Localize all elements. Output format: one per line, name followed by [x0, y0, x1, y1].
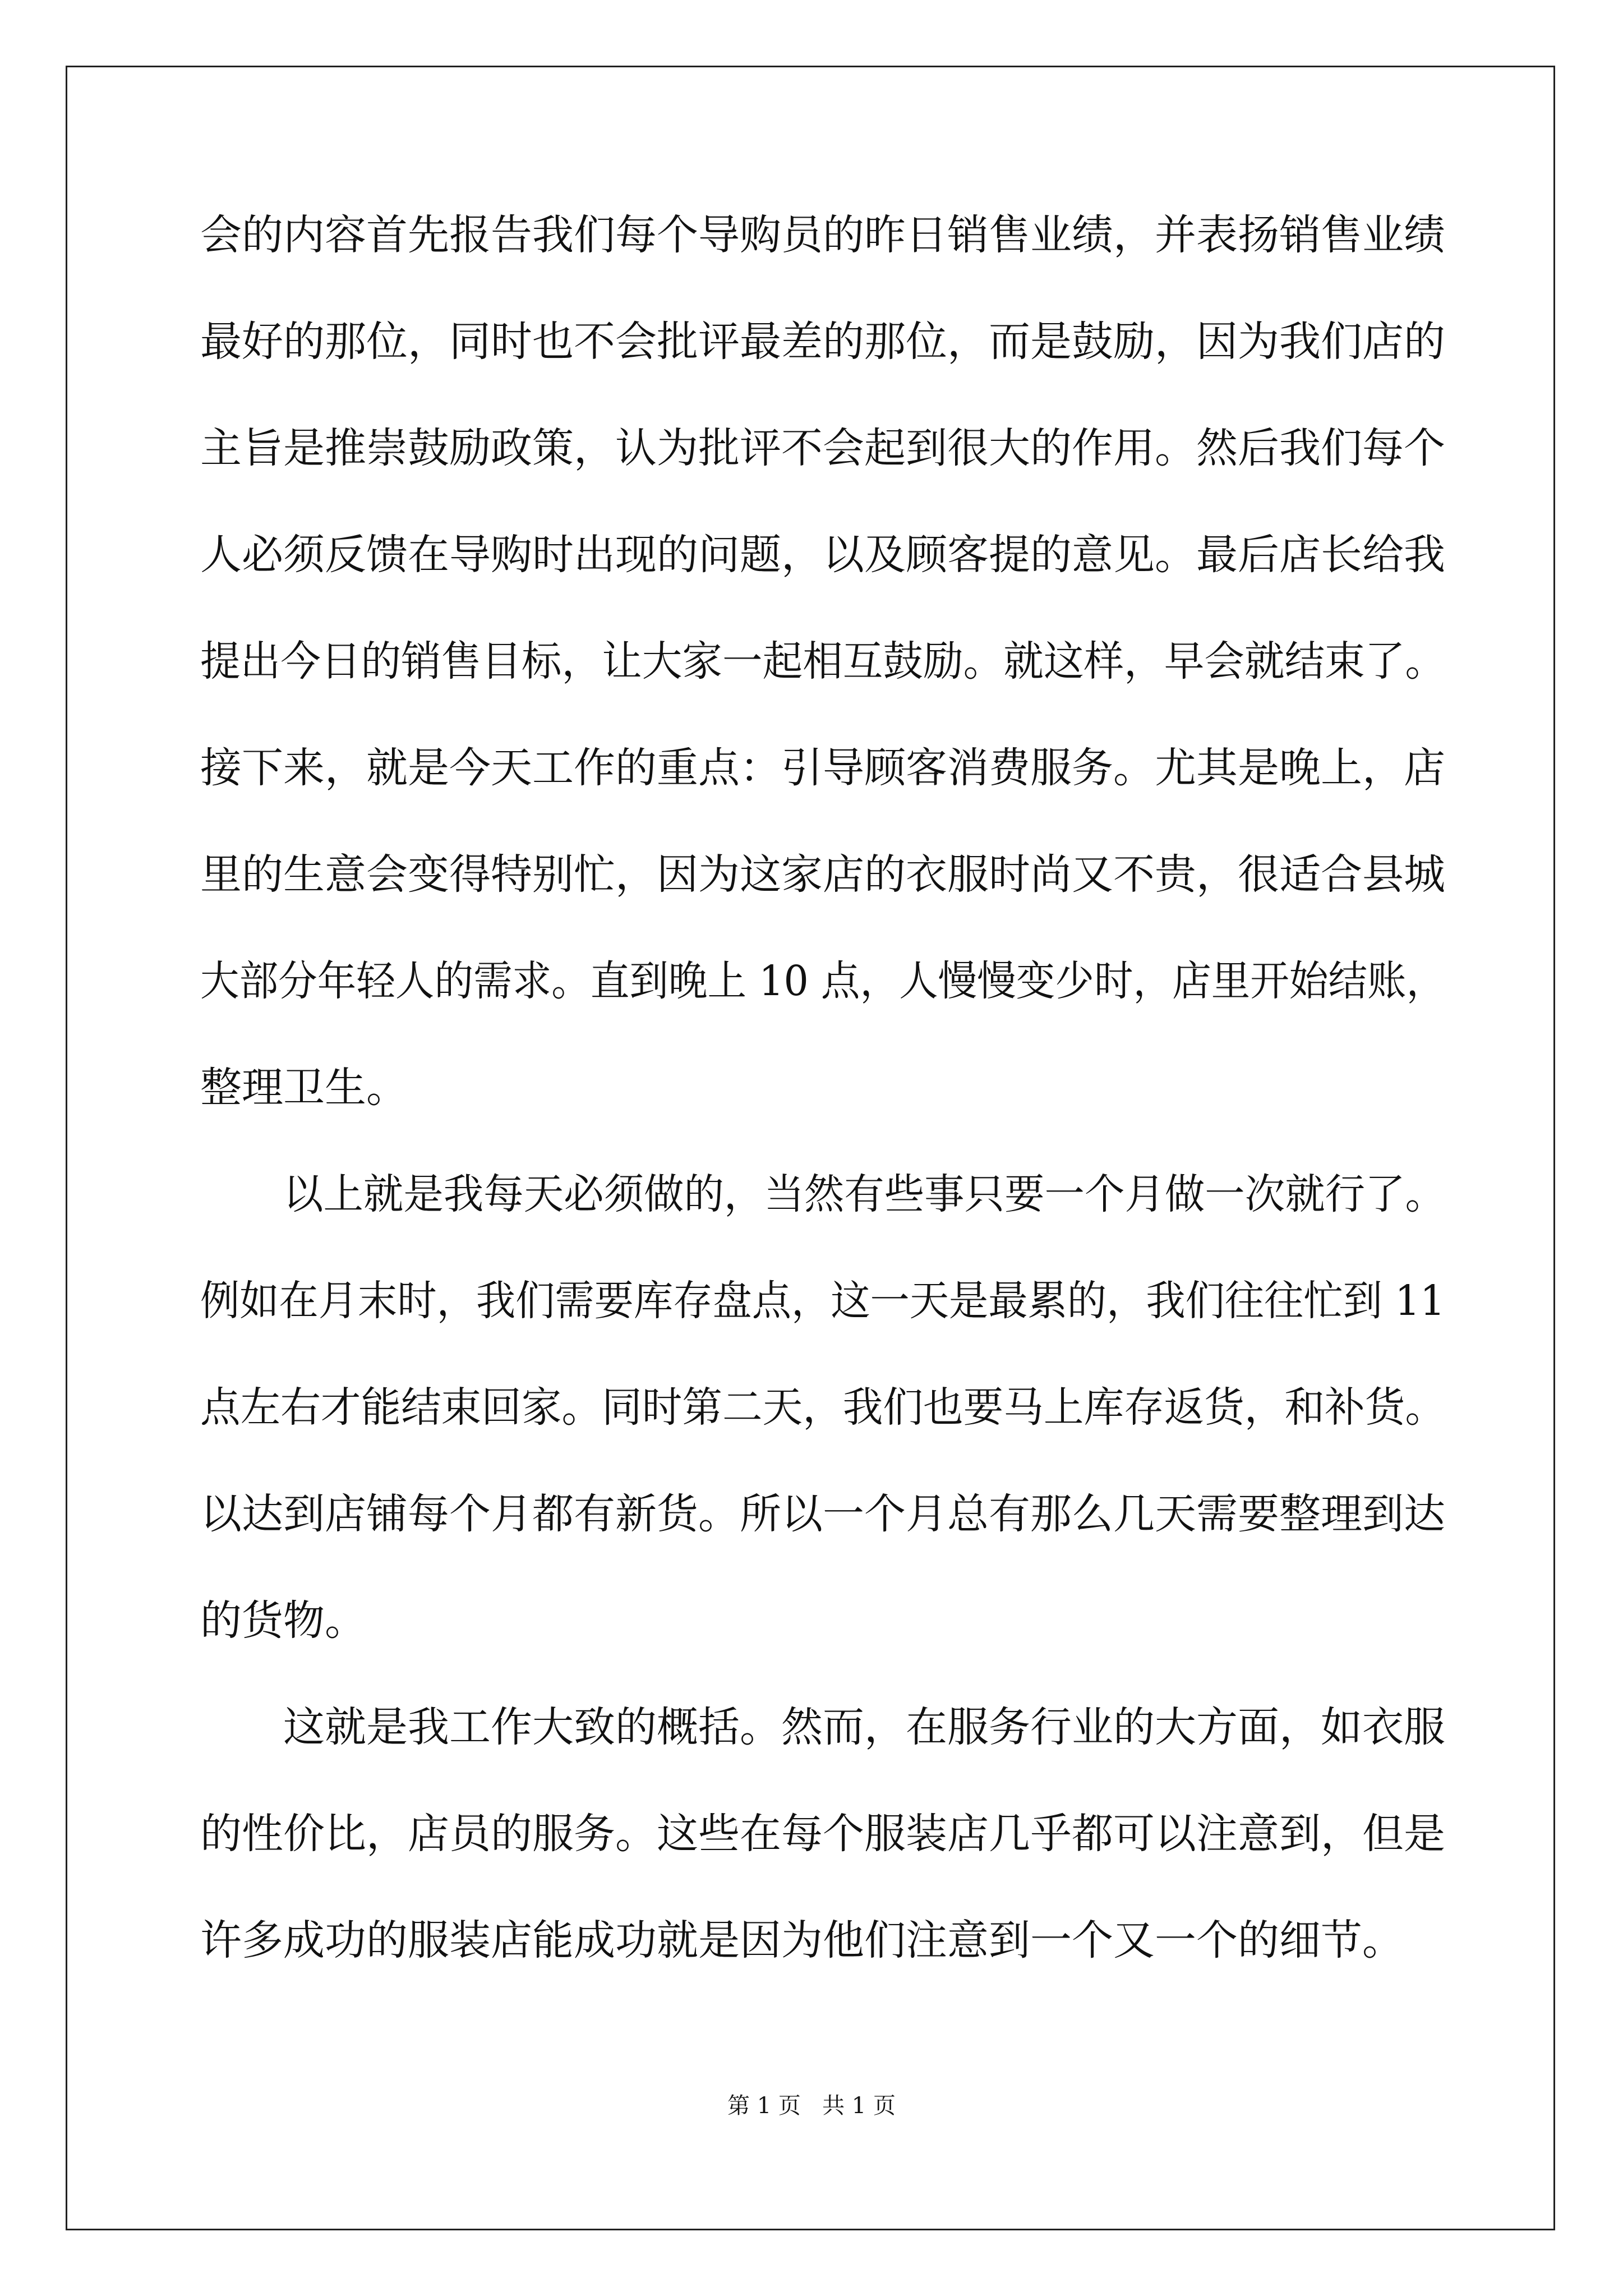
text-line	[200, 211, 1445, 321]
text-line	[200, 531, 1445, 641]
text-line	[200, 850, 1445, 960]
paragraph-first-line	[200, 1170, 1445, 1280]
line-text: 例如在月末时，我们需要库存盘点，这一天是最累的，我们往往忙到 11	[200, 1277, 1445, 1325]
text-line	[200, 318, 1445, 427]
text-line	[200, 1916, 1445, 2026]
line-text: 里的生意会变得特别忙，因为这家店的衣服时尚又不贵，很适合县城	[200, 850, 1445, 899]
line-text: 人必须反馈在导购时出现的问题，以及顾客提的意见。最后店长给我	[200, 531, 1445, 579]
line-text: 以达到店铺每个月都有新货。所以一个月总有那么几天需要整理到达	[200, 1490, 1445, 1538]
text-line	[200, 957, 1446, 1067]
paragraph-first-line	[200, 1703, 1445, 1813]
line-text: 最好的那位，同时也不会批评最差的那位，而是鼓励，因为我们店的	[200, 318, 1445, 366]
line-text: 会的内容首先报告我们每个导购员的昨日销售业绩，并表扬销售业绩	[200, 211, 1445, 259]
text-line	[200, 744, 1445, 854]
text-line	[200, 1383, 1445, 1493]
line-text: 许多成功的服装店能成功就是因为他们注意到一个又一个的细节。	[200, 1916, 1404, 1964]
line-text: 点左右才能结束回家。同时第二天，我们也要马上库存返货，和补货。	[200, 1383, 1445, 1432]
line-text: 以上就是我每天必须做的，当然有些事只要一个月做一次就行了。	[283, 1170, 1445, 1218]
text-line	[200, 1810, 1445, 1920]
page-number-footer: 第 1 页 共 1 页	[727, 2093, 896, 2119]
document-body	[200, 211, 1446, 2026]
text-line	[200, 1490, 1445, 1600]
text-line	[200, 1596, 1445, 1706]
line-text: 接下来，就是今天工作的重点：引导顾客消费服务。尤其是晚上，店	[200, 744, 1445, 792]
line-text: 大部分年轻人的需求。直到晚上 10 点，人慢慢变少时，店里开始结账，	[200, 957, 1446, 1005]
line-text: 的性价比，店员的服务。这些在每个服装店几乎都可以注意到，但是	[200, 1810, 1445, 1858]
line-text: 的货物。	[200, 1596, 366, 1645]
line-text: 整理卫生。	[200, 1064, 408, 1112]
text-line	[200, 1277, 1445, 1387]
line-text: 主旨是推崇鼓励政策，认为批评不会起到很大的作用。然后我们每个	[200, 424, 1445, 472]
line-text: 这就是我工作大致的概括。然而，在服务行业的大方面，如衣服	[283, 1703, 1445, 1751]
line-text: 提出今日的销售目标，让大家一起相互鼓励。就这样，早会就结束了。	[200, 637, 1445, 685]
text-line	[200, 1064, 1445, 1174]
text-line	[200, 637, 1445, 747]
text-line	[200, 424, 1445, 534]
